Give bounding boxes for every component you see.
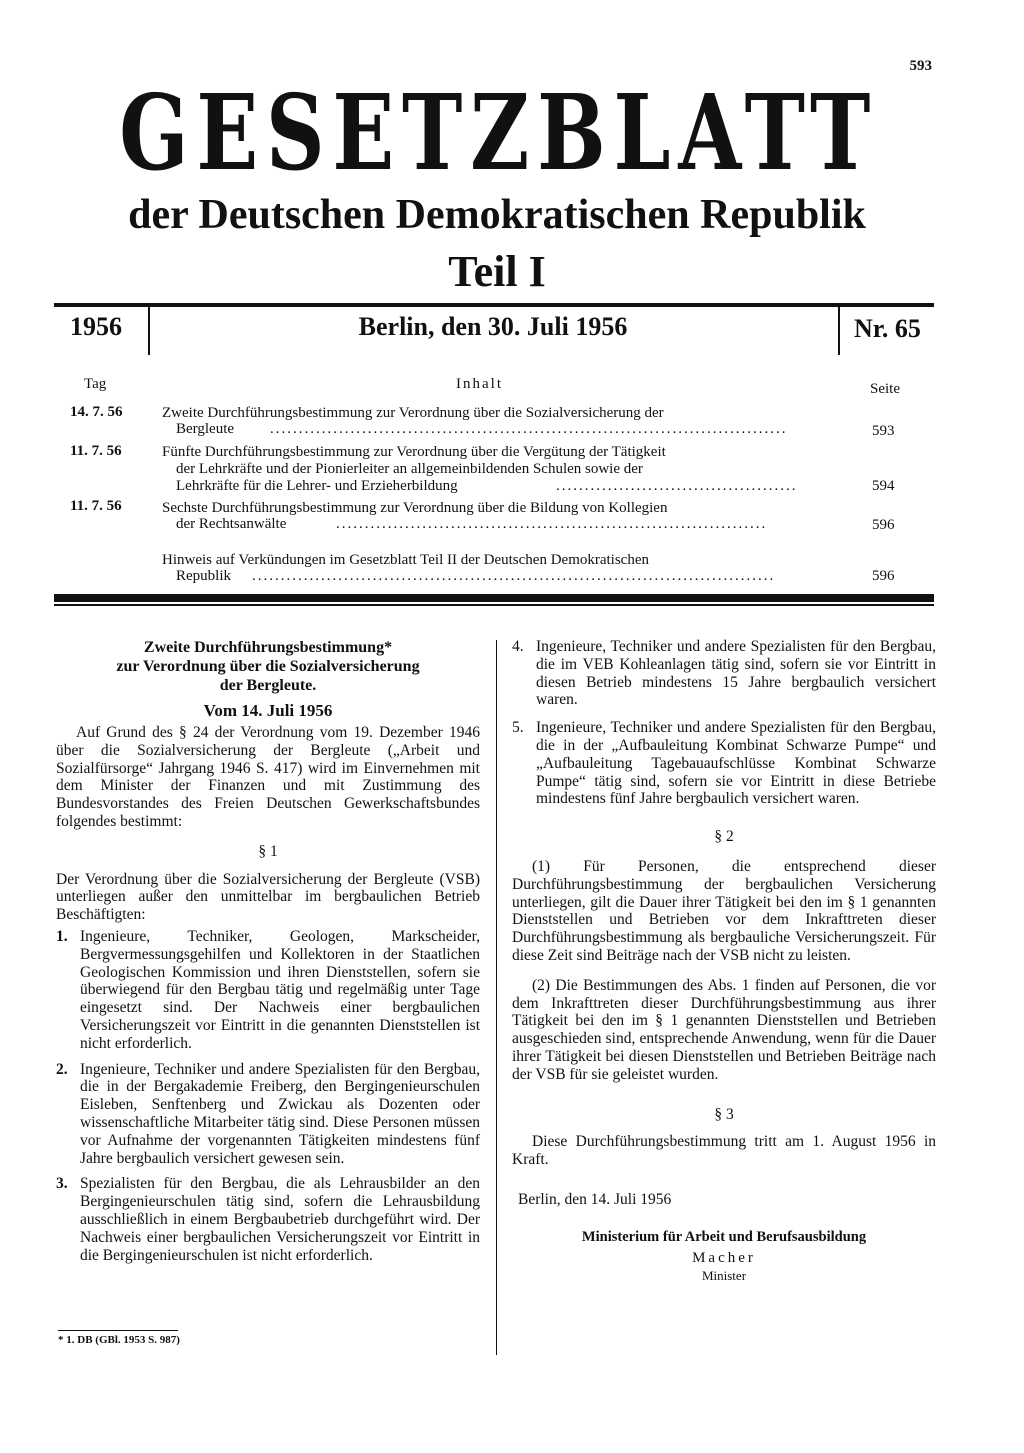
toc-dot-leader: ........................................................................... (336, 516, 768, 532)
list-item (56, 928, 480, 1053)
list-item-text: Ingenieure, Techniker, Geologen, Markscheider, Bergvermessungsgehilfen und Kollektoren in der Staatlichen Geologischen Kommission und ihren Dienststellen, sofern sie überwiegend für den Bergbau tätig und regelmäßig unter Tage eingesetzt sind. Der Nachweis einer bergbaulichen Versicherungszeit vor Eintritt in die genannten Dienststellen ist nicht erforderlich. (80, 927, 480, 1052)
column-divider (496, 640, 497, 1355)
toc-dot-leader: .......................................... (556, 478, 798, 494)
toc-notice-page: 596 (872, 568, 895, 584)
toc-dot-leader: .......................................................................................... (270, 421, 788, 437)
section-1-text: Der Verordnung über die Sozialversicherung der Bergleute (VSB) unterliegen außer den unmittelbar im bergbaulichen Betrieb Beschäftigten: (56, 870, 480, 924)
toc-rule-bottom-thin (54, 604, 934, 606)
toc-dot-leader: ........................................................................................... (252, 568, 776, 584)
decree-date: Vom 14. Juli 1956 (203, 701, 333, 720)
footnote: * 1. DB (GBl. 1953 S. 987) (58, 1334, 180, 1346)
toc-entry-date: 14. 7. 56 (70, 404, 123, 420)
toc-notice-line: Republik (176, 568, 231, 584)
toc-entry-line: Fünfte Durchführungsbestimmung zur Verordnung über die Vergütung der Tätigkeit (162, 444, 666, 460)
section-1-heading: § 1 (258, 842, 278, 860)
issue-number: Nr. 65 (854, 314, 921, 343)
decree-title-line: der Bergleute. (219, 677, 317, 694)
toc-entry-line: Bergleute (176, 421, 235, 437)
footnote-rule (58, 1330, 178, 1331)
preamble: Auf Grund des § 24 der Verordnung vom 19. Dezember 1946 über die Sozialversicherung der Bergleute („Arbeit und Sozialfürsorge“ Jahrgang 1946 S. 417) wird im Einvernehmen mit dem Minister der Finanzen und mit Zustimmung des Bundesvorstandes des Freien Deutschen Gewerkschaftsbundes folgendes bestimmt: (56, 724, 480, 830)
decree-title-line: zur Verordnung über die Sozialversicherung (116, 658, 420, 675)
section-2-heading: § 2 (714, 828, 734, 846)
toc-entry-line: Lehrkräfte für die Lehrer- und Erzieherbildung (176, 478, 458, 494)
header-divider-right (838, 307, 840, 355)
list-item (56, 1061, 480, 1168)
toc-entry-date: 11. 7. 56 (70, 443, 122, 459)
decree-title-line: Zweite Durchführungsbestimmung* (143, 639, 393, 656)
section-3-heading: § 3 (714, 1105, 734, 1123)
list-item-number: 4. (512, 638, 524, 655)
signing-place-date: Berlin, den 14. Juli 1956 (518, 1190, 672, 1208)
toc-entry-date: 11. 7. 56 (70, 498, 122, 514)
right-column (512, 638, 936, 1285)
list-item-text: Ingenieure, Techniker und andere Spezialisten für den Bergbau, die in der „Aufbauleitung Kombinat Schwarze Pumpe“ und „Aufbauleitung Tagebauaufschlüsse Kombinat Schwarze Pumpe“ tätig sind, sofern sie vor Eintritt in diese Betriebe mindestens fünf Jahre bergbaulich versichert waren. (536, 719, 936, 808)
header-rule-top (54, 303, 934, 307)
ministry-name: Ministerium für Arbeit und Berufsausbildung (581, 1228, 867, 1245)
toc-entry-line: der Lehrkräfte und der Pionierleiter an allgemeinbildenden Schulen sowie der (176, 461, 643, 477)
left-column (56, 638, 480, 1264)
list-item-number: 2. (56, 1060, 68, 1078)
toc-col-date: Tag (84, 376, 107, 392)
list-item (56, 1175, 480, 1264)
toc-notice-line: Hinweis auf Verkündungen im Gesetzblatt Teil II der Deutschen Demokratischen (162, 552, 650, 568)
list-item-text: Ingenieure, Techniker und andere Spezialisten für den Bergbau, die im VEB Kohleanlagen tätig sind, sofern sie vor Eintritt in diesen Betrieb mindestens 15 Jahre bergbaulich versichert waren. (536, 638, 936, 709)
toc-entry-line: Zweite Durchführungsbestimmung zur Verordnung über die Sozialversicherung der (162, 405, 664, 421)
toc-entry-line: der Rechtsanwälte (176, 516, 287, 532)
toc-entry-page: 593 (872, 423, 895, 439)
toc-col-page: Seite (870, 381, 900, 397)
list-item (512, 719, 936, 808)
toc-entry-page: 596 (872, 517, 895, 533)
section-3-text: Diese Durchführungsbestimmung tritt am 1. August 1956 in Kraft. (512, 1133, 936, 1169)
list-item-number: 3. (56, 1175, 68, 1193)
toc-col-content: Inhalt (456, 376, 503, 392)
page-number: 593 (909, 58, 932, 74)
list-item (512, 638, 936, 709)
section-2-paragraph-2: (2) Die Bestimmungen des Abs. 1 finden auf Personen, die vor dem Inkrafttreten dieser Durchführungsbestimmung aus ihrer Tätigkeit bei den im § 1 genannten Dienststellen und Betrieben ausgeschieden sind, entsprechende Anwendung, wenn für die Dauer ihrer Tätigkeit bei diesen Dienststellen und Betrieben Beiträge nach der VSB für sie geleistet wurden. (512, 976, 936, 1083)
toc-entry-page: 594 (872, 478, 895, 494)
issue-year: 1956 (70, 312, 122, 341)
list-item-number: 5. (512, 719, 524, 737)
signer-name: Macher (692, 1249, 756, 1266)
signer-title: Minister (701, 1268, 747, 1284)
toc-rule-bottom (54, 594, 934, 602)
list-item-text: Spezialisten für den Bergbau, die als Lehrausbilder an den Bergingenieurschulen tätig sind, sofern die Lehrausbildung ausschließlich in einem Bergbaubetrieb durchgeführt wird. Der Nachweis einer bergbaulichen Versicherungszeit vor Eintritt in die Bergingenieurschulen ist nicht erforderlich. (80, 1175, 480, 1264)
list-item-text: Ingenieure, Techniker und andere Spezialisten für den Bergbau, die in der Bergakademie Freiberg, den Bergingenieurschulen Eisleben, Senftenberg und Zwickau als Dozenten oder wissenschaftliche Mitarbeiter tätig sind. Diese Personen müssen vor Aufnahme der vorgenannten Tätigkeiten mindestens fünf Jahre bergbaulich versichert gewesen sein. (80, 1060, 480, 1167)
masthead-subtitle: der Deutschen Demokratischen Republik (128, 192, 866, 238)
section-2-paragraph-1: (1) Für Personen, die entsprechend dieser Durchführungsbestimmung der bergbaulichen Versicherung unterliegen, gilt die Dauer ihrer Tätigkeit bei den im § 1 genannten Dienststellen und Betrieben vor dem Inkrafttreten dieser Durchführungsbestimmung als bergbauliche Versicherungszeit. Für diese Zeit sind Beiträge nach der VSB nicht zu leisten. (512, 857, 936, 964)
toc-entry-line: Sechste Durchführungsbestimmung zur Verordnung über die Bildung von Kollegien (162, 500, 668, 516)
list-item-number: 1. (56, 927, 68, 945)
issue-place-date: Berlin, den 30. Juli 1956 (358, 312, 628, 341)
masthead-title: GESETZBLATT (119, 71, 879, 194)
masthead-part: Teil I (448, 247, 546, 296)
